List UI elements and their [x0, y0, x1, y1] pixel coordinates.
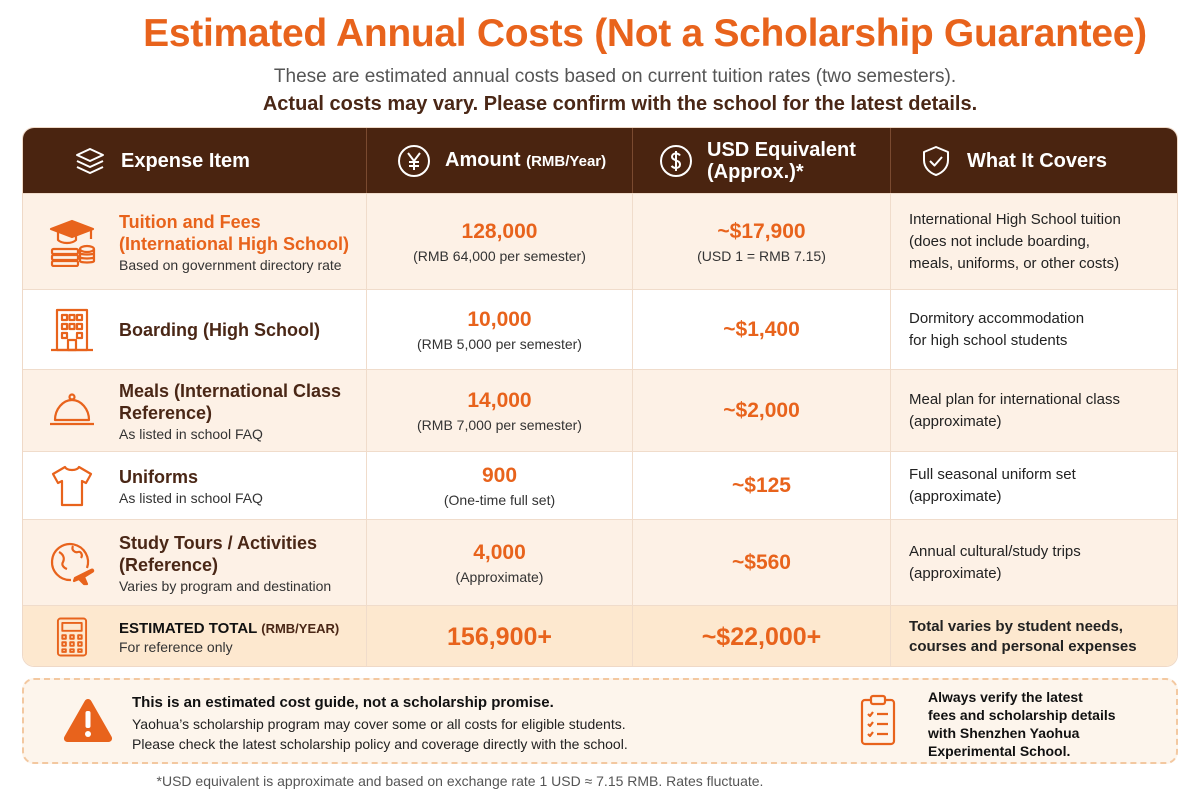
amount-note: (One-time full set) — [443, 491, 556, 508]
covers-line: Total varies by student needs, — [909, 618, 1123, 635]
usd-value: ~$17,900 — [717, 219, 806, 243]
expense-item-cell — [23, 290, 367, 369]
usd-value: ~$125 — [732, 473, 791, 497]
expense-name: Study Tours / Activities — [119, 532, 318, 553]
column-unit: (RMB/Year) — [526, 152, 607, 170]
amount-value: 10,000 — [467, 307, 532, 331]
verify-line: Experimental School. — [928, 743, 1071, 759]
building-icon — [47, 305, 97, 355]
amount-cell — [367, 290, 633, 369]
disclaimer-heading: This is an estimated cost guide, not a scholarship promise. — [132, 694, 554, 711]
expense-note: As listed in school FAQ — [119, 425, 263, 442]
expense-item-cell — [23, 452, 367, 519]
expense-note: Varies by program and destination — [119, 577, 332, 594]
table-row-total — [23, 605, 1178, 667]
table-row-meals — [23, 369, 1178, 451]
total-covers-cell — [891, 606, 1178, 667]
covers-line: Dormitory accommodation — [909, 309, 1085, 327]
usd-cell — [633, 194, 891, 289]
stack-layers-icon — [73, 144, 107, 178]
usd-cell — [633, 520, 891, 605]
verify-line: Always verify the latest — [928, 689, 1083, 705]
amount-value: 14,000 — [467, 388, 532, 412]
total-usd-value: ~$22,000+ — [701, 622, 822, 651]
clipboard-checklist-icon — [860, 694, 896, 746]
covers-line: International High School tuition — [909, 210, 1121, 228]
page-subtitle: These are estimated annual costs based on current tuition rates (two semesters). — [273, 66, 957, 87]
amount-note: (RMB 64,000 per semester) — [413, 247, 586, 264]
expense-name-cont: (Reference) — [119, 554, 219, 575]
expense-item-cell — [23, 194, 367, 289]
column-label-sub: (Approx.)* — [707, 160, 804, 183]
covers-cell — [891, 194, 1178, 289]
usd-note: (USD 1 = RMB 7.15) — [697, 247, 826, 264]
usd-cell — [633, 370, 891, 451]
amount-cell — [367, 520, 633, 605]
amount-note: (RMB 7,000 per semester) — [417, 416, 582, 433]
amount-cell — [367, 370, 633, 451]
covers-line: meals, uniforms, or other costs) — [909, 254, 1120, 272]
covers-cell — [891, 520, 1178, 605]
expense-name-cont: (International High School) — [119, 233, 349, 254]
calculator-icon — [50, 615, 94, 659]
column-label: USD Equivalent — [707, 138, 856, 161]
expense-item-cell — [23, 370, 367, 451]
column-header-covers — [891, 128, 1178, 193]
expense-note: As listed in school FAQ — [119, 489, 263, 506]
covers-cell — [891, 452, 1178, 519]
expense-name: Meals (International Class — [119, 380, 342, 401]
usd-value: ~$1,400 — [723, 317, 800, 341]
amount-note: (Approximate) — [455, 568, 544, 585]
table-row-uniforms — [23, 451, 1178, 519]
column-header-amount — [367, 128, 633, 193]
amount-cell — [367, 194, 633, 289]
table-header — [23, 128, 1178, 193]
tshirt-icon — [47, 461, 97, 511]
total-amount-cell — [367, 606, 633, 667]
amount-value: 128,000 — [461, 219, 538, 243]
covers-cell — [891, 370, 1178, 451]
usd-cell — [633, 452, 891, 519]
total-usd-cell — [633, 606, 891, 667]
table-row-tuition — [23, 193, 1178, 289]
column-header-item — [23, 128, 367, 193]
expense-name: Boarding (High School) — [119, 319, 320, 340]
graduation-cap-coins-icon — [47, 217, 97, 267]
covers-line: (does not include boarding, — [909, 232, 1090, 250]
covers-line: courses and personal expenses — [909, 638, 1137, 655]
globe-plane-icon — [47, 538, 97, 588]
verify-line: with Shenzhen Yaohua — [928, 725, 1080, 741]
verify-line: fees and scholarship details — [928, 707, 1116, 723]
dollar-circle-icon — [659, 144, 693, 178]
disclaimer-text: Yaohua’s scholarship program may cover some or all costs for eligible students. — [132, 716, 626, 732]
total-amount-value: 156,900+ — [447, 622, 552, 651]
covers-line: for high school students — [909, 331, 1068, 349]
expense-item-cell — [23, 520, 367, 605]
disclaimer-box — [22, 678, 1178, 764]
covers-line: Full seasonal uniform set — [909, 465, 1076, 483]
covers-line: (approximate) — [909, 412, 1002, 430]
verify-note — [928, 688, 1138, 760]
amount-value: 900 — [481, 463, 518, 487]
total-note: For reference only — [119, 638, 233, 655]
page-warning: Actual costs may vary. Please confirm with the school for the latest details. — [262, 93, 978, 115]
warning-triangle-icon — [62, 696, 114, 744]
amount-cell — [367, 452, 633, 519]
table-row-study-tours — [23, 519, 1178, 605]
yen-circle-icon — [397, 144, 431, 178]
usd-value: ~$560 — [732, 550, 791, 574]
page-title: Estimated Annual Costs (Not a Scholarship Guarantee) — [143, 12, 1147, 55]
amount-note: (RMB 5,000 per semester) — [417, 335, 582, 352]
total-item-cell — [23, 606, 367, 667]
table-row-boarding — [23, 289, 1178, 369]
covers-line: (approximate) — [909, 564, 1002, 582]
amount-value: 4,000 — [473, 540, 526, 564]
disclaimer-text: Please check the latest scholarship policy and coverage directly with the school. — [132, 736, 628, 752]
covers-line: Meal plan for international class — [909, 390, 1120, 408]
total-label-unit: (RMB/YEAR) — [261, 620, 340, 636]
cost-table — [22, 127, 1178, 667]
covers-cell — [891, 290, 1178, 369]
column-label: Expense Item — [121, 149, 250, 172]
expense-name-cont: Reference) — [119, 402, 213, 423]
shield-check-icon — [919, 144, 953, 178]
usd-value: ~$2,000 — [723, 398, 800, 422]
usd-cell — [633, 290, 891, 369]
footnote: *USD equivalent is approximate and based on exchange rate 1 USD ≈ 7.15 RMB. Rates fluctuate. — [156, 773, 764, 789]
food-cloche-icon — [47, 386, 97, 436]
column-label: Amount — [445, 148, 521, 171]
column-label: What It Covers — [967, 149, 1108, 172]
expense-note: Based on government directory rate — [119, 256, 342, 273]
expense-name: Tuition and Fees — [119, 211, 261, 232]
column-header-usd — [633, 128, 891, 193]
covers-line: (approximate) — [909, 487, 1002, 505]
total-label: ESTIMATED TOTAL — [119, 619, 258, 637]
covers-line: Annual cultural/study trips — [909, 542, 1081, 560]
expense-name: Uniforms — [119, 466, 199, 487]
